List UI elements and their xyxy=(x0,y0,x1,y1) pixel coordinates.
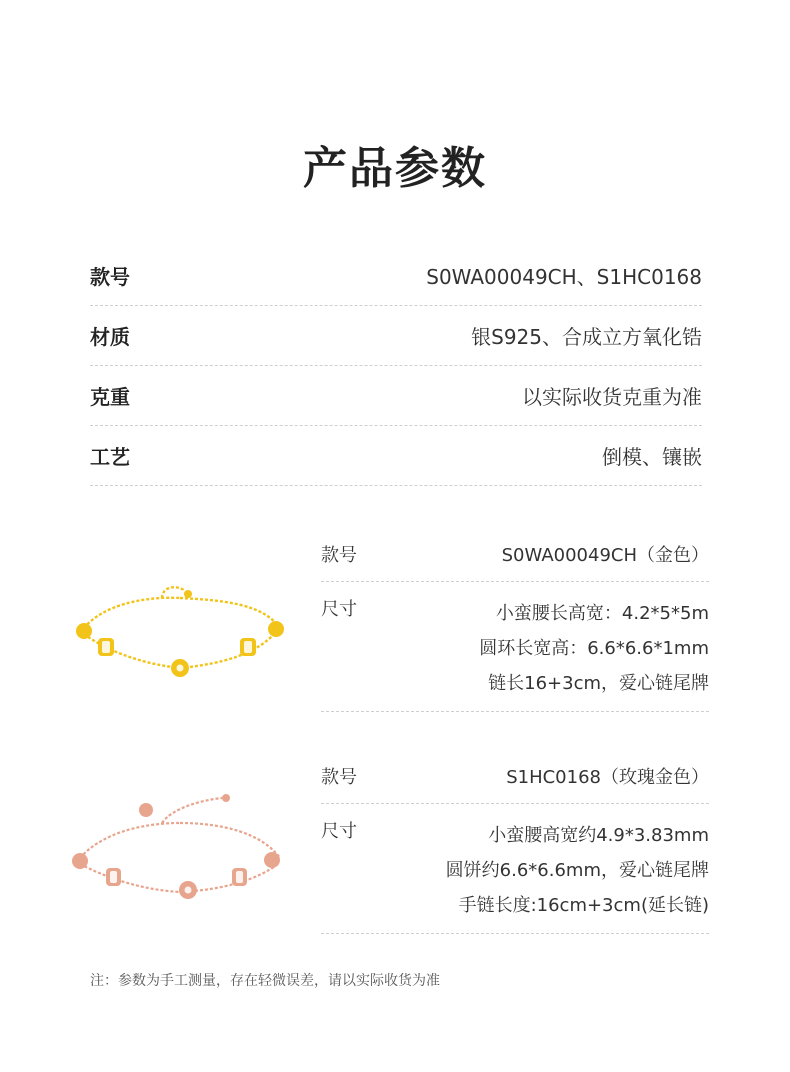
rose-gold-bracelet-image xyxy=(62,778,298,908)
variant-size-lines xyxy=(446,818,709,923)
spec-value: 倒模、镶嵌 xyxy=(602,445,702,469)
variant-rose-gold-table xyxy=(321,748,709,934)
spec-row-model xyxy=(90,246,702,306)
variant-gold-table xyxy=(321,526,709,712)
spec-label: 工艺 xyxy=(90,445,130,469)
spec-value: S0WA00049CH、S1HC0168 xyxy=(426,265,702,289)
variant-size-lines xyxy=(479,596,709,701)
variant-size-label: 尺寸 xyxy=(321,599,357,620)
spec-row-material xyxy=(90,306,702,366)
gold-bracelet-image xyxy=(62,576,298,686)
spec-label: 款号 xyxy=(90,265,130,289)
spec-value: 以实际收货克重为准 xyxy=(522,385,702,409)
size-line: 圆环长宽高：6.6*6.6*1mm xyxy=(479,638,709,659)
size-line: 圆饼约6.6*6.6mm，爱心链尾牌 xyxy=(445,860,709,881)
variant-model-value: S0WA00049CH（金色） xyxy=(501,544,709,566)
variant-model-row xyxy=(321,526,709,582)
spec-value: 银S925、合成立方氧化锆 xyxy=(471,325,702,349)
size-line: 小蛮腰高宽约4.9*3.83mm xyxy=(488,825,709,846)
spec-row-craft xyxy=(90,426,702,486)
spec-table xyxy=(90,246,702,486)
size-line: 小蛮腰长高宽：4.2*5*5m xyxy=(495,603,709,624)
variant-size-row xyxy=(321,582,709,712)
spec-row-weight xyxy=(90,366,702,426)
spec-label: 克重 xyxy=(90,385,130,409)
variant-model-value: S1HC0168（玫瑰金色） xyxy=(506,766,709,788)
size-line: 链长16+3cm，爱心链尾牌 xyxy=(488,673,709,694)
variant-model-row xyxy=(321,748,709,804)
footnote: 注：参数为手工测量，存在轻微误差，请以实际收货为准 xyxy=(90,973,440,989)
variant-model-label: 款号 xyxy=(321,544,357,566)
spec-label: 材质 xyxy=(90,325,130,349)
variant-size-label: 尺寸 xyxy=(321,821,357,842)
page-title: 产品参数 xyxy=(303,143,487,194)
size-line: 手链长度:16cm+3cm(延长链) xyxy=(458,895,709,916)
variant-model-label: 款号 xyxy=(321,766,357,788)
variant-size-row xyxy=(321,804,709,934)
